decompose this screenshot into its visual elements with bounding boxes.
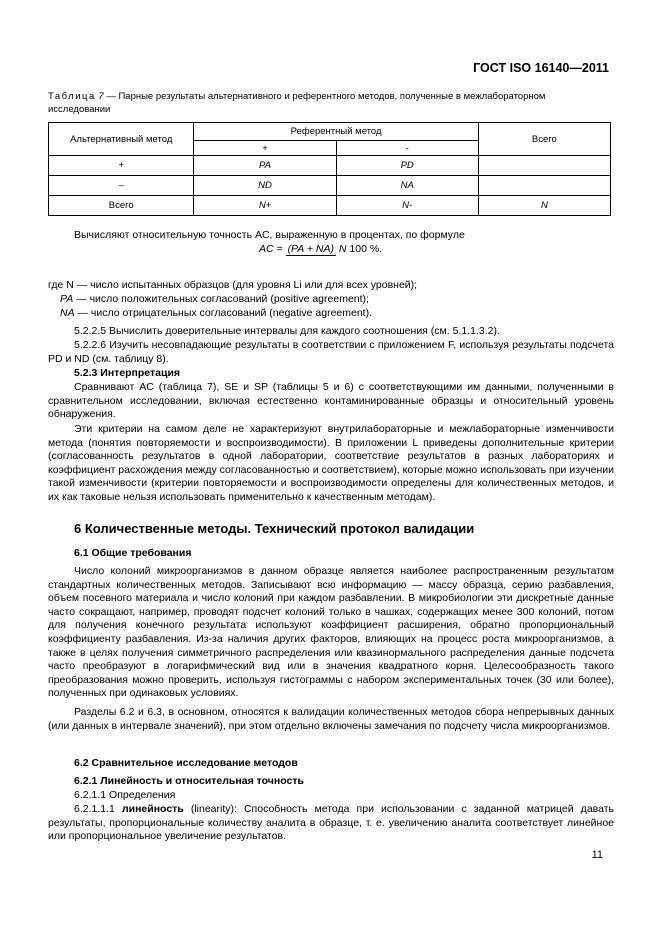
legend-symbol: где N — [48, 279, 74, 291]
para-6211: 6.2.1.1 Определения — [74, 789, 176, 801]
col-ref-method: Референтный метод — [194, 123, 478, 141]
cell-pa: PA — [194, 156, 336, 176]
cell-na: NA — [336, 176, 478, 196]
caption-number: 7 — [98, 91, 104, 102]
table-row — [49, 196, 611, 216]
para-523b: Эти критерии на самом деле не характеризуют внутрилабораторные и межлабораторные изменчивости метода (понятия повторяемости и воспроизводимости). В приложении L приведены дополнительные критерии (согласованность результатов в одной лаборатории, соответствие результатов в разных лабораториях и коэффициент расхождения между согласованностью и соответствием), которые можно использовать при изучении такой изменчивости (критерии повторяемости и воспроизводимости определены для количественных методов, и их как таковые нельзя использовать применительно к качественным методам). — [48, 423, 614, 503]
section-6-heading: 6 Количественные методы. Технический протокол валидации — [74, 521, 475, 536]
legend-text: — число испытанных образцов (для уровня Li или для всех уровней); — [76, 279, 418, 291]
page-number: 11 — [591, 849, 603, 861]
sub-ref-minus: - — [336, 141, 478, 156]
table-7 — [48, 122, 611, 216]
heading-6-1: 6.1 Общие требования — [74, 547, 192, 559]
para-62111 — [48, 803, 614, 844]
cell-n-plus: N+ — [194, 196, 336, 216]
para-61b: Разделы 6.2 и 6.3, в основном, относятся к валидации количественных методов сбора непрерывных данных (или данных в интервале значений), при этом отдельно включены замечания по подсчету числа микроорганизмов. — [48, 706, 614, 732]
row-label: + — [49, 156, 194, 176]
sub-ref-plus: + — [194, 141, 336, 156]
formula-lhs: AC = — [259, 243, 283, 255]
legend-n — [48, 279, 417, 293]
formula-fraction — [286, 243, 347, 255]
formula-denominator: N — [338, 243, 347, 256]
legend-text: — число положительных согласований (positive agreement); — [76, 293, 369, 305]
cell-pd: PD — [336, 156, 478, 176]
cell-empty — [478, 156, 610, 176]
row-label: – — [49, 176, 194, 196]
heading-6-2-1: 6.2.1 Линейность и относительная точность — [74, 775, 304, 787]
term-linearity: линейность — [121, 803, 184, 815]
caption-text: — Парные результаты альтернативного и референтного методов, полученные в межлабораторном исследовании — [48, 91, 546, 115]
col-alt-method: Альтернативный метод — [49, 123, 194, 156]
formula-numerator: (PA + NA) — [287, 243, 334, 256]
legend-text: — число отрицательных согласований (negative agreement). — [77, 307, 373, 319]
document-code: ГОСТ ISO 16140—2011 — [473, 61, 609, 75]
legend-symbol: NA — [60, 307, 75, 319]
table-row — [49, 176, 611, 196]
definition-text: (linearity): Способность метода при использовании с заданной матрицей давать результаты, пропорциональные количеству аналита в образце, т. е. увеличению аналита соответствует линейное или пропорциональное увеличение результатов. — [48, 803, 615, 843]
heading-5-2-3: 5.2.3 Интерпретация — [74, 367, 181, 379]
cell-n-minus: N- — [336, 196, 478, 216]
formula-tail: 100 %. — [349, 243, 383, 255]
col-total: Всего — [478, 123, 610, 156]
clause-number: 6.2.1.1.1 — [74, 803, 115, 815]
legend-pa — [60, 293, 369, 307]
formula-ac — [259, 243, 382, 255]
cell-nd: ND — [194, 176, 336, 196]
heading-6-2: 6.2 Сравнительное исследование методов — [74, 757, 298, 769]
caption-prefix: Таблица — [48, 91, 96, 102]
cell-n-total: N — [478, 196, 610, 216]
cell-empty — [478, 176, 610, 196]
para-5226: 5.2.2.6 Изучить несовпадающие результаты в соответствии с приложением F, используя результаты подсчета PD и ND (см. таблицу 8). — [48, 339, 614, 365]
legend-na — [60, 307, 372, 321]
para-523a: Сравнивают AC (таблица 7), SE и SP (таблицы 5 и 6) с соответствующими им данными, полученными в сравнительном исследовании, включая естественно контаминированные образцы и относительный уровень обнаружения. — [48, 381, 614, 421]
row-label: Всего — [49, 196, 194, 216]
para-61a: Число колоний микроорганизмов в данном образце является наиболее распространенным результатом стандартных количественных методов. Записывают всю информацию — массу образца, серию разбавления, объем посевного материала и число колоний при каждом разбавлении. В микробиологии эти дискретные данные часто сокращают, например, проводят подсчет колоний только в чашках, содержащих менее 300 колоний, потом для получения конечного результата используют коэффициент расширения, обратно пропорциональный коэффициенту разбавления. Из-за наличия других факторов, влияющих на процесс роста микроорганизмов, а также в целях получения симметричного распределения или квазинормального распределения данные подсчета часто преобразуют в логарифмический вид или в значения квадратного корня. Целесообразность такого преобразования можно проверить, используя гистограммы с набором экспериментальных точек (30 или более), полученных при одинаковых условиях. — [48, 565, 614, 700]
para-5225: 5.2.2.5 Вычислить доверительные интервалы для каждого соотношения (см. 5.1.1.3.2). — [74, 325, 500, 337]
table-caption — [48, 91, 610, 116]
legend-symbol: PA — [60, 293, 74, 305]
table-row — [49, 156, 611, 176]
formula-intro: Вычисляют относительную точность AC, выраженную в процентах, по формуле — [74, 229, 465, 241]
